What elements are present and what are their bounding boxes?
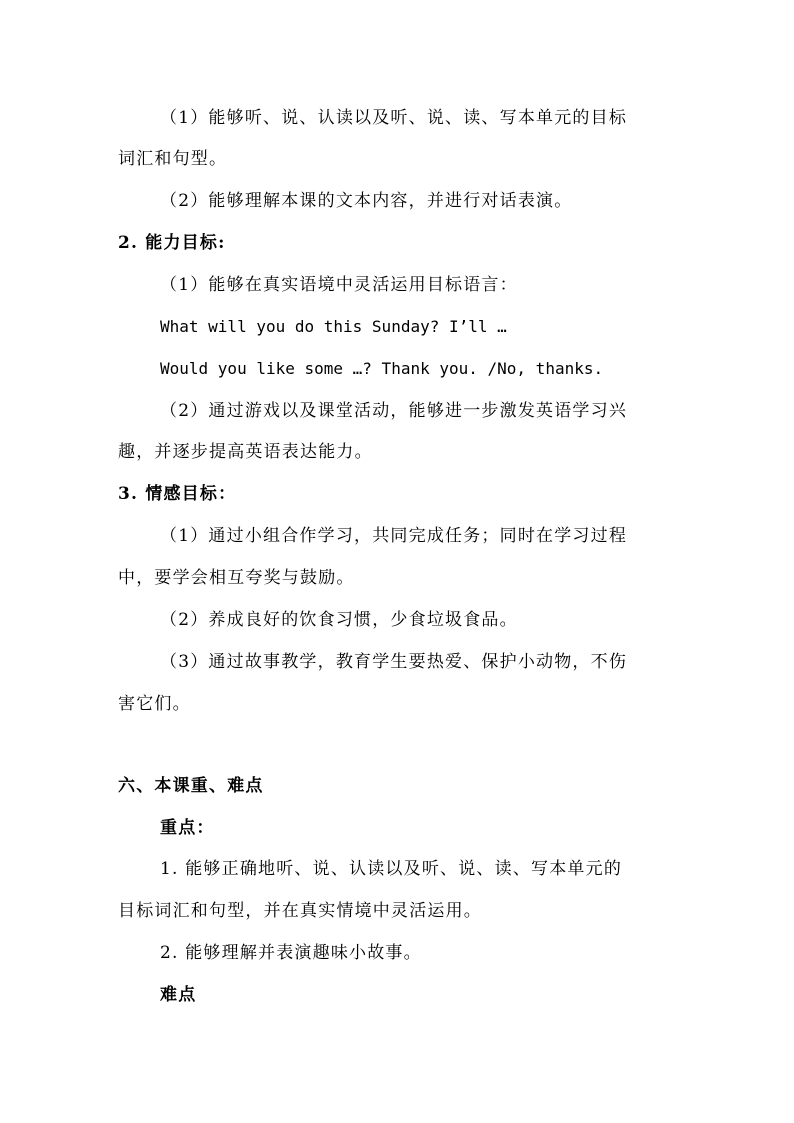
objective-item-1-1: （1）能够听、说、认读以及听、说、读、写本单元的目标 (160, 108, 628, 128)
objective-item-1-1-cont: 词汇和句型。 (118, 149, 228, 169)
key-point-2: 2. 能够理解并表演趣味小故事。 (160, 943, 422, 963)
objective-item-2-2-cont: 趣，并逐步提高英语表达能力。 (118, 442, 373, 462)
objective-item-3-3-cont: 害它们。 (118, 694, 191, 714)
objective-item-1-2: （2）能够理解本课的文本内容，并进行对话表演。 (160, 191, 573, 211)
section-heading-ability: 2. 能力目标: (118, 233, 226, 253)
objective-item-3-2: （2）养成良好的饮食习惯，少食垃圾食品。 (160, 610, 518, 630)
key-point-1-cont: 目标词汇和句型，并在真实情境中灵活运用。 (118, 901, 482, 921)
key-point-1: 1. 能够正确地听、说、认读以及听、说、读、写本单元的 (160, 859, 623, 879)
objective-item-3-1: （1）通过小组合作学习，共同完成任务；同时在学习过程 (160, 526, 628, 546)
objective-item-3-3: （3）通过故事教学，教育学生要热爱、保护小动物，不伤 (160, 652, 628, 672)
target-sentence-1: What will you do this Sunday? I’ll … (160, 317, 507, 336)
objective-item-3-1-cont: 中，要学会相互夸奖与鼓励。 (118, 568, 355, 588)
section-heading-key-points: 六、本课重、难点 (118, 776, 264, 796)
objective-item-2-1: （1）能够在真实语境中灵活运用目标语言： (160, 275, 518, 295)
subheading-key: 重点： (160, 818, 215, 838)
subheading-difficult: 难点 (160, 985, 197, 1005)
objective-item-2-2: （2）通过游戏以及课堂活动，能够进一步激发英语学习兴 (160, 401, 628, 421)
target-sentence-2: Would you like some …? Thank you. /No, thanks. (160, 359, 604, 378)
section-heading-emotion: 3. 情感目标： (118, 484, 237, 504)
